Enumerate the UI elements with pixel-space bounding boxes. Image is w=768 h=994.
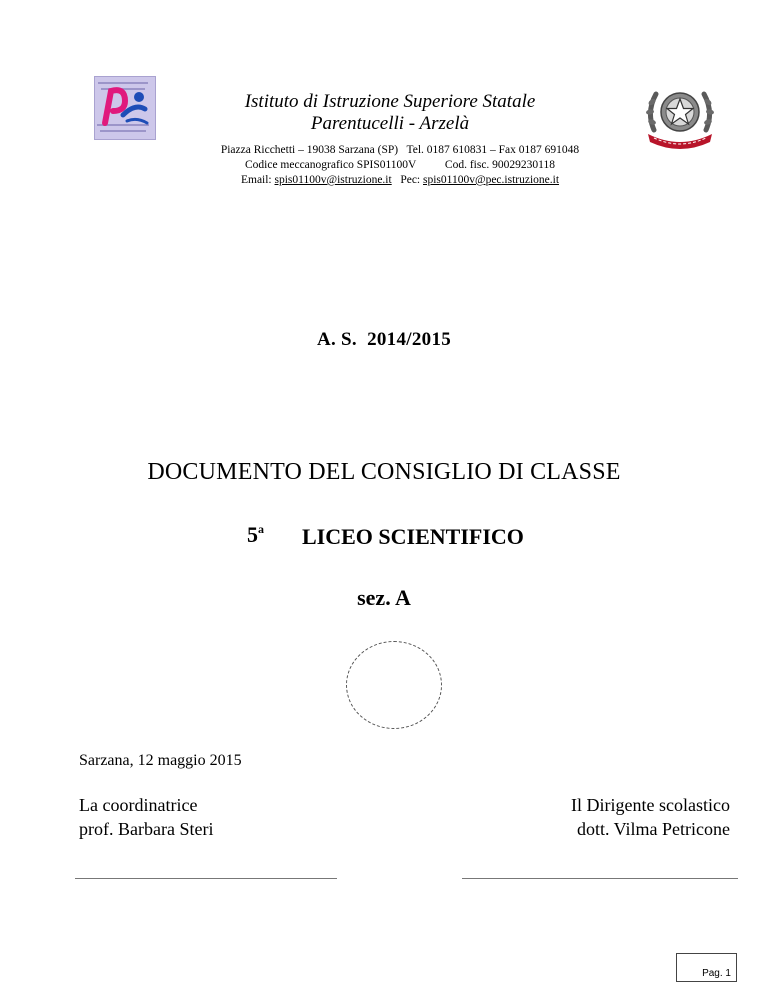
codes-line: Codice meccanografico SPIS01100V Cod. fisc. 90029230118 [244, 159, 556, 171]
place-date: Sarzana, 12 maggio 2015 [79, 752, 242, 769]
coordinator-signature-line [75, 878, 337, 879]
class-year-ordinal: a [258, 522, 264, 536]
pec-label: Pec: [391, 174, 424, 186]
class-year [247, 522, 264, 548]
page-number: Pag. 1 [676, 953, 737, 982]
email-link[interactable]: spis01100v@istruzione.it [274, 174, 392, 186]
institute-name [160, 91, 620, 135]
coordinator-name: prof. Barbara Steri [79, 819, 214, 839]
address-line: Piazza Ricchetti – 19038 Sarzana (SP) Tel. 0187 610831 – Fax 0187 691048 [220, 144, 580, 156]
class-name: LICEO SCIENTIFICO [302, 524, 524, 549]
school-logo-icon [94, 76, 156, 140]
document-title: DOCUMENTO DEL CONSIGLIO DI CLASSE [147, 459, 621, 485]
school-year: A. S. 2014/2015 [316, 329, 452, 350]
institute-line-1: Istituto di Istruzione Superiore Statale [244, 91, 536, 112]
section-label: sez. A [357, 585, 411, 610]
italian-republic-emblem-icon [640, 80, 720, 152]
pec-link[interactable]: spis01100v@pec.istruzione.it [423, 174, 560, 186]
email-label: Email: [240, 174, 275, 186]
institute-line-2: Parentucelli - Arzelà [310, 113, 470, 134]
coordinator-role: La coordinatrice [79, 795, 198, 815]
head-teacher-signature-line [462, 878, 738, 879]
contacts-line [120, 173, 680, 188]
head-teacher-role: Il Dirigente scolastico [571, 795, 730, 815]
institute-address [120, 143, 680, 188]
class-year-number: 5 [247, 522, 258, 547]
stamp-placeholder [346, 641, 442, 729]
head-teacher-name: dott. Vilma Petricone [576, 819, 730, 839]
